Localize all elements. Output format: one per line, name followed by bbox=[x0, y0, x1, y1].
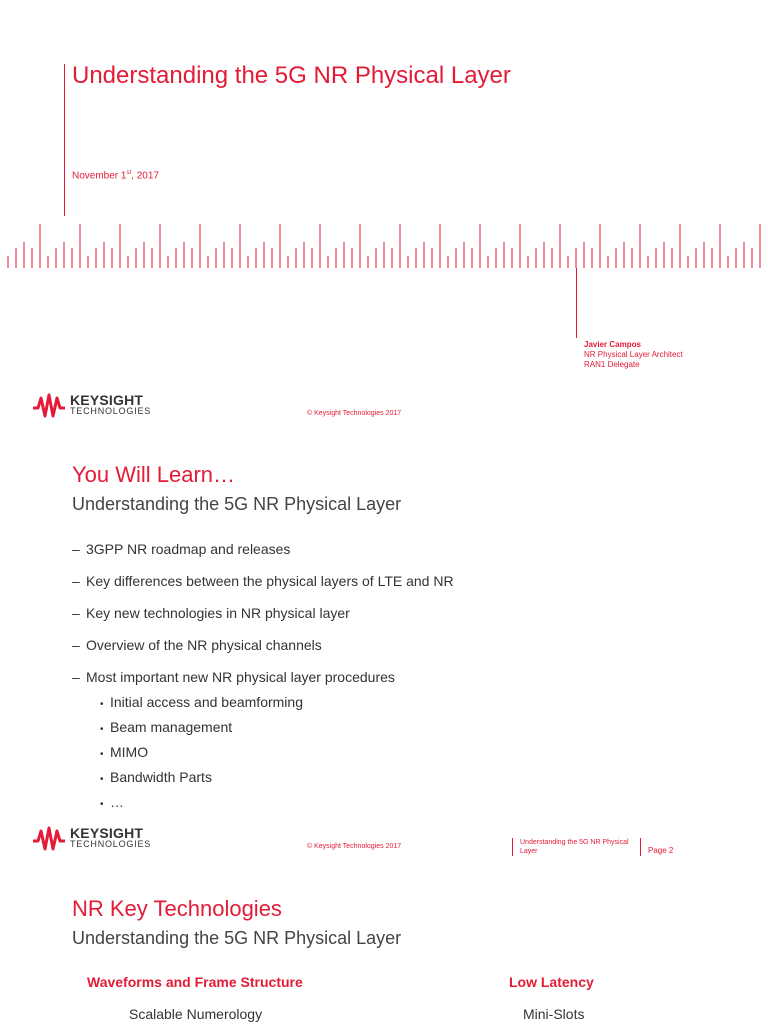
slide2-copyright: © Keysight Technologies 2017 bbox=[307, 843, 402, 850]
list-item: – Most important new NR physical layer procedures bbox=[72, 669, 395, 685]
list-item: • Initial access and beamforming bbox=[100, 694, 303, 710]
presenter-accent-line bbox=[576, 268, 577, 338]
keysight-wave-icon bbox=[32, 825, 66, 853]
presenter-block bbox=[584, 340, 683, 370]
left-column-item: Scalable Numerology bbox=[129, 1006, 263, 1022]
slide1-copyright: © Keysight Technologies 2017 bbox=[307, 410, 402, 417]
presenter-role-2: RAN1 Delegate bbox=[584, 360, 640, 369]
list-item: – 3GPP NR roadmap and releases bbox=[72, 541, 291, 557]
slide3-title: NR Key Technologies bbox=[72, 896, 282, 921]
slide1-date: November 1st, 2017 bbox=[72, 170, 159, 182]
keysight-wave-icon bbox=[32, 392, 66, 420]
slide2-subtitle: Understanding the 5G NR Physical Layer bbox=[72, 494, 402, 514]
footer-divider bbox=[512, 838, 513, 856]
list-item: – Key new technologies in NR physical layer bbox=[72, 605, 350, 621]
presenter-name: Javier Campos bbox=[584, 340, 641, 349]
right-column-heading: Low Latency bbox=[509, 974, 594, 990]
list-item: • Beam management bbox=[100, 719, 233, 735]
list-item: – Overview of the NR physical channels bbox=[72, 637, 322, 653]
logo-brand: KEYSIGHT bbox=[70, 392, 144, 408]
list-item: • … bbox=[100, 794, 124, 810]
logo-brand: KEYSIGHT bbox=[70, 825, 144, 841]
page-number: Page 2 bbox=[648, 846, 674, 855]
presenter-role: NR Physical Layer Architect bbox=[584, 350, 683, 359]
right-column-item: Mini-Slots bbox=[523, 1006, 585, 1022]
left-column-heading: Waveforms and Frame Structure bbox=[87, 974, 303, 990]
list-item: • MIMO bbox=[100, 744, 149, 760]
footer-presentation-title: Understanding the 5G NR Physical Layer bbox=[520, 839, 629, 855]
slide3-subtitle: Understanding the 5G NR Physical Layer bbox=[72, 928, 402, 948]
keysight-logo bbox=[32, 392, 151, 420]
logo-sub: TECHNOLOGIES bbox=[70, 839, 152, 849]
keysight-logo bbox=[32, 825, 151, 853]
title-accent-line bbox=[64, 64, 65, 216]
slide1-title: Understanding the 5G NR Physical Layer bbox=[72, 62, 511, 89]
logo-sub: TECHNOLOGIES bbox=[70, 406, 152, 416]
list-item: • Bandwidth Parts bbox=[100, 769, 212, 785]
list-item: – Key differences between the physical layers of LTE and NR bbox=[72, 573, 454, 589]
ruler-graphic bbox=[0, 200, 768, 270]
slide2-title: You Will Learn… bbox=[72, 462, 236, 487]
footer-divider bbox=[640, 838, 641, 856]
